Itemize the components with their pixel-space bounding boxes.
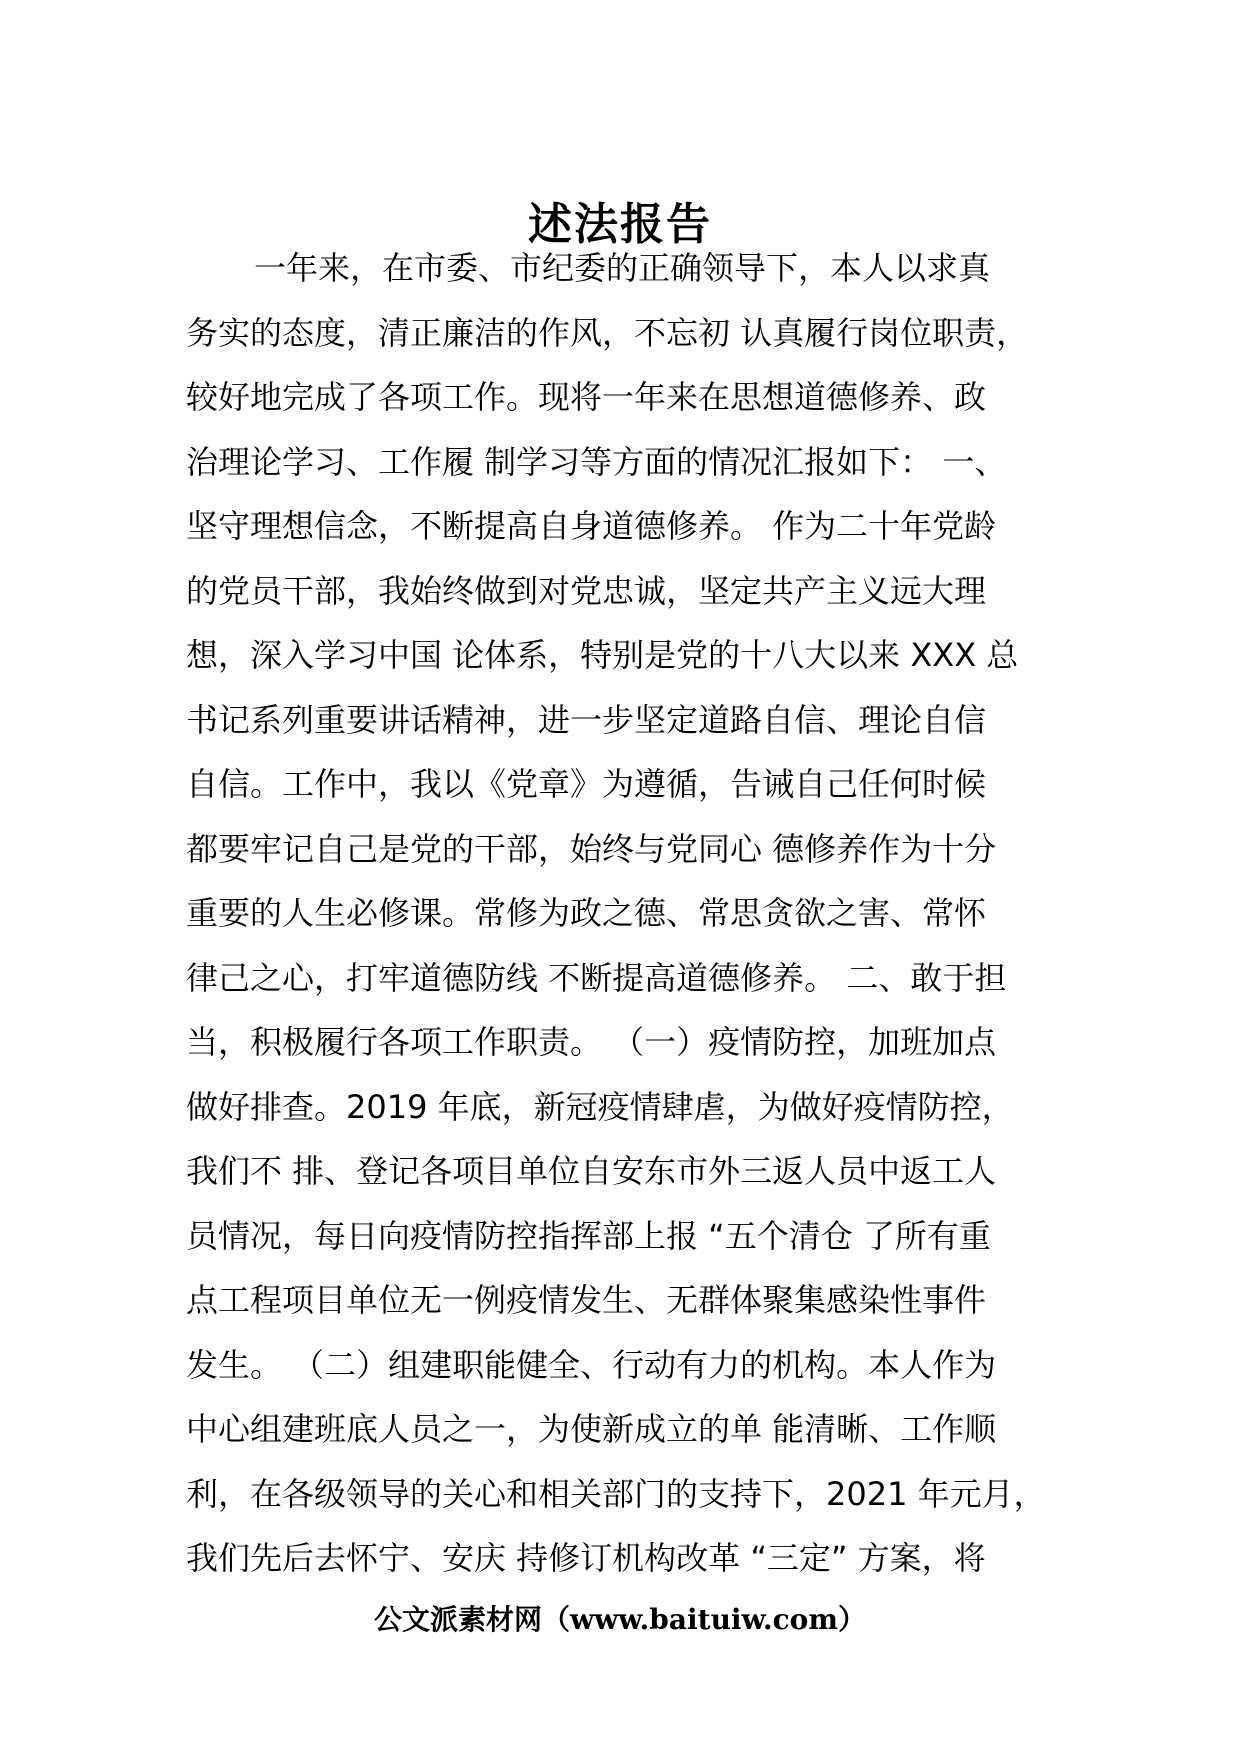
body-line: 点工程项目单位无一例疫情发生、无群体聚集感染性事件	[186, 1281, 987, 1319]
body-line: 我们不 排、登记各项目单位自安东市外三返人员中返工人	[186, 1152, 997, 1190]
body-line: 坚守理想信念，不断提高自身道德修养。 作为二十年党龄	[186, 507, 997, 545]
body-line: 书记系列重要讲话精神，进一步坚定道路自信、理论自信	[186, 700, 987, 739]
body-line: 自信。工作中，我以《党章》为遵循，告诫自己任何时候	[186, 765, 987, 803]
body-line: 较好地完成了各项工作。现将一年来在思想道德修养、政	[186, 378, 987, 416]
body-line: 员情况，每日向疫情防控指挥部上报 “五个清仓 了所有重	[186, 1216, 991, 1255]
watermark-footer: 公文派素材网（www.baituiw.com）	[374, 1603, 866, 1636]
body-line: 治理论学习、工作履 制学习等方面的情况汇报如下： 一、	[186, 442, 1007, 481]
body-line: 当，积极履行各项工作职责。 （一）疫情防控，加班加点	[186, 1023, 997, 1061]
document-title: 述法报告	[528, 199, 712, 251]
body-line: 我们先后去怀宁、安庆 持修订机构改革 “三定” 方案，将	[186, 1539, 986, 1577]
body-line: 重要的人生必修课。常修为政之德、常思贪欲之害、常怀	[186, 894, 987, 932]
body-line: 中心组建班底人员之一，为使新成立的单 能清晰、工作顺	[186, 1410, 997, 1448]
body-line: 一年来，在市委、市纪委的正确领导下，本人以求真	[254, 249, 991, 287]
body-line: 都要牢记自己是党的干部，始终与党同心 德修养作为十分	[186, 829, 997, 868]
body-line: 的党员干部，我始终做到对党忠诚，坚定共产主义远大理	[186, 571, 987, 610]
body-line: 做好排查。2019 年底，新冠疫情肆虐，为做好疫情防控，	[186, 1087, 1014, 1126]
body-line: 律己之心，打牢道德防线 不断提高道德修养。 二、敢于担	[186, 958, 1007, 997]
body-line: 想，深入学习中国 论体系，特别是党的十八大以来 XXX 总	[186, 636, 1019, 674]
body-line: 务实的态度，清正廉洁的作风，不忘初 认真履行岗位职责，	[186, 313, 1029, 352]
body-line: 利，在各级领导的关心和相关部门的支持下，2021 年元月，	[186, 1474, 1046, 1513]
document-body	[186, 236, 1086, 1591]
body-line: 发生。 （二）组建职能健全、行动有力的机构。本人作为	[186, 1345, 997, 1384]
